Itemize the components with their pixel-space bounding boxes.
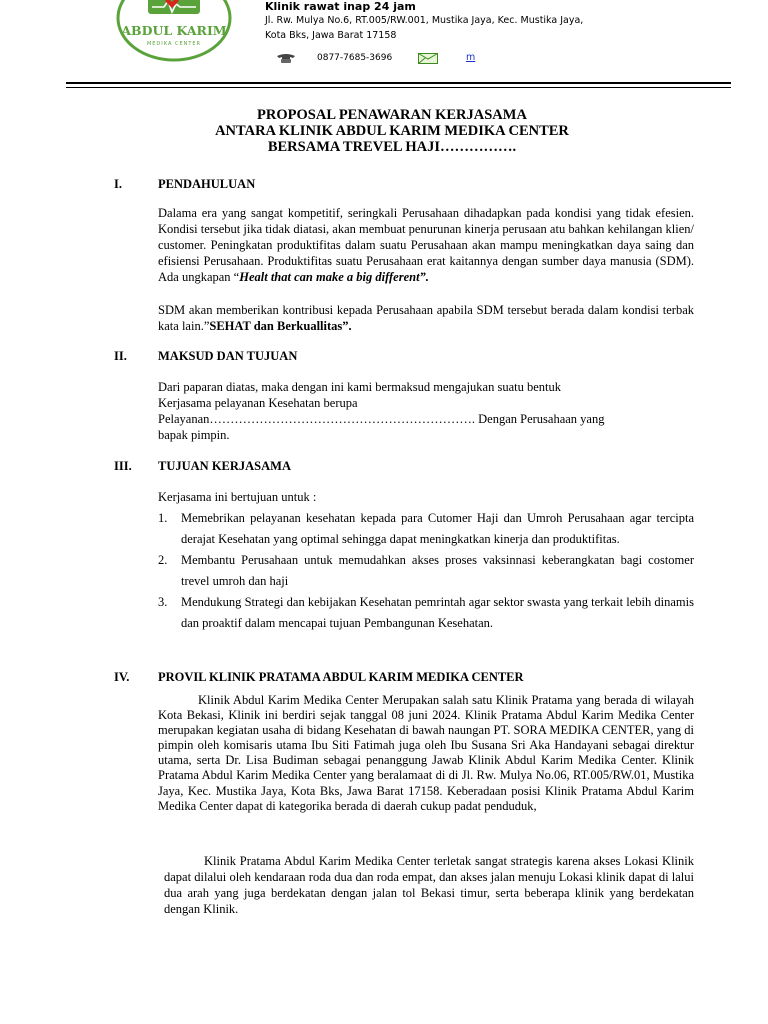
section-2-heading: MAKSUD DAN TUJUAN	[158, 349, 298, 363]
section-2-paragraph	[158, 379, 694, 443]
phone-number: 0877-7685-3696	[317, 53, 393, 63]
section-3-number: III.	[114, 459, 132, 473]
list-item-number: 3.	[158, 595, 168, 609]
section-1-paragraph-1	[158, 205, 694, 285]
section-1-number: I.	[114, 177, 122, 191]
section-4-heading: PROVIL KLINIK PRATAMA ABDUL KARIM MEDIKA CENTER	[158, 670, 524, 684]
list-item	[158, 550, 694, 592]
letterhead-rule-thin	[66, 87, 731, 88]
goals-list	[158, 508, 694, 634]
envelope-icon	[418, 53, 438, 64]
section-3-heading: TUJUAN KERJASAMA	[158, 459, 291, 473]
section-3-intro: Kerjasama ini bertujuan untuk :	[158, 490, 317, 504]
section-4-paragraph-1: Klinik Abdul Karim Medika Center Merupakan salah satu Klinik Pratama yang berada di wilayah Kota Bekasi, Klinik ini berdiri sejak tanggal 08 juni 2024. Klinik Pratama Abdul Karim Medika Center merupakan kegiatan usaha di bidang Kesehatan di bawah naungan PT. SORA MEDIKA CENTER, yang di pimpin oleh komisaris utama Ibu Siti Fatimah juga oleh Ibu Susana Sri Aka Handayani sebagai direktur utama, serta Dr. Lisa Budiman sebagai penanggung Jawab Klinik Abdul Karim Medika Center. Klinik Pratama Abdul Karim Medika Center yang beralamaat di di Jl. Rw. Mulya No.06, RT.005/RW.01, Mustika Jaya, Kec. Mustika Jaya, Kota Bks, Jawa Barat 17158. Keberadaan posisi Klinik Pratama Abdul Karim Medika Center dapat di kategorika berada di daerah cukup padat penduduk,	[158, 693, 694, 813]
sdm-bold: SEHAT dan Berkuallitas”.	[209, 319, 352, 333]
section-1-paragraph-2	[158, 302, 694, 334]
section-1-heading: PENDAHULUAN	[158, 177, 256, 191]
section-2-line-3: Pelayanan………………………………………………………. Dengan Perusahaan yang	[158, 412, 605, 426]
clinic-tagline: Klinik rawat inap 24 jam	[265, 0, 416, 13]
list-item-text: Mendukung Strategi dan kebijakan Kesehatan pemrintah agar sektor swasta yang terkait lebih dinamis dan proaktif dalam mencapai tujuan Pembangunan Kesehatan.	[181, 595, 694, 630]
section-2-line-1: Dari paparan diatas, maka dengan ini kami bermaksud mengajukan suatu bentuk	[158, 380, 561, 394]
clinic-address	[265, 13, 625, 43]
list-item	[158, 508, 694, 550]
section-2-number: II.	[114, 349, 127, 363]
email-link[interactable]: m	[466, 52, 476, 63]
section-2-line-4: bapak pimpin.	[158, 428, 230, 442]
section-2-line-2: Kerjasama pelayanan Kesehatan berupa	[158, 396, 358, 410]
sdm-text: SDM akan memberikan kontribusi kepada Perusahaan apabila SDM tersebut berada dalam kondisi terbak kata lain.”	[158, 303, 694, 333]
letterhead-rule-thick	[66, 82, 731, 84]
list-item-text: Memebrikan pelayanan kesehatan kepada para Cutomer Haji dan Umroh Perusahaan agar tercipta derajat Kesehatan yang optimal sehingga dapat meningkatkan kinerja dan produktifitas.	[181, 511, 694, 546]
title-line-1: PROPOSAL PENAWARAN KERJASAMA	[257, 107, 527, 123]
section-4-paragraph-2: Klinik Pratama Abdul Karim Medika Center terletak sangat strategis karena akses Lokasi Klinik dapat dilalui oleh kendaraan roda dua dan roda empat, dan akses jalan menuju Lokasi klinik dapat di lalui dua arah yang juga berdekatan dengan jalan tol Bekasi timur, serta beberapa klinik yang berdekatan dengan Klinik.	[164, 854, 694, 916]
address-line-2: Kota Bks, Jawa Barat 17158	[265, 30, 397, 41]
telephone-icon	[276, 53, 296, 63]
clinic-logo	[116, 0, 232, 62]
title-line-2: ANTARA KLINIK ABDUL KARIM MEDIKA CENTER	[215, 123, 569, 139]
document-title	[112, 107, 672, 155]
list-item	[158, 592, 694, 634]
intro-quote: Healt that can make a big different”.	[239, 270, 429, 284]
section-4-number: IV.	[114, 670, 130, 684]
list-item-number: 2.	[158, 553, 168, 567]
logo-subtext: MEDIKA CENTER	[146, 41, 202, 47]
list-item-text: Membantu Perusahaan untuk memudahkan akses proses vaksinnasi keberangkatan bagi costomer trevel umroh dan haji	[181, 553, 694, 588]
intro-text: Dalama era yang sangat kompetitif, seringkali Perusahaan dihadapkan pada kondisi yang tidak efesien. Kondisi tersebut jika tidak diatasi, akan membuat penurunan kinerja perusaan atu bahkan kehilangan klien/ customer. Peningkatan produktifitas dalam suatu Perusahaan akan mampu meningkatkan daya saing dan efisiensi Perusahaan. Produktifitas suatu Perusahaan erat kaitannya dengan sumber daya manusia (SDM). Ada ungkapan “	[158, 206, 694, 284]
title-line-3: BERSAMA TREVEL HAJI…………….	[267, 139, 517, 155]
logo-text: ABDUL KARIM	[121, 23, 227, 38]
list-item-number: 1.	[158, 511, 168, 525]
address-line-1: Jl. Rw. Mulya No.6, RT.005/RW.001, Mustika Jaya, Kec. Mustika Jaya,	[265, 15, 584, 26]
